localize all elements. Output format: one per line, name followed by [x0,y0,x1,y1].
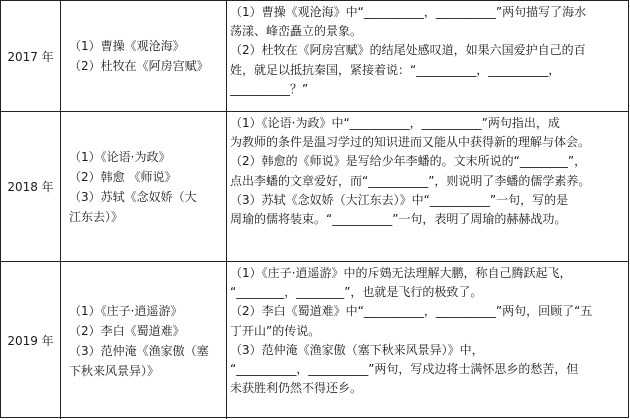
source-line: 下秋来风景异）》 [69,363,160,378]
year-label: 2019 年 [7,334,54,348]
question-line: （1）曹操《观沧海》中“__________，__________”两句描写了海水 [230,5,587,19]
question-line: （3）范仲淹《渔家傲（塞下秋来风景异）》中， [230,342,484,357]
source-line: （2）杜牧在《阿房宫赋》 [69,59,209,73]
question-line: （1）《庄子·逍遥游》中的斥鴳无法理解大鹏，称自己腾跃起飞， [230,266,572,280]
source-line: （1）《论语·为政》 [69,149,171,164]
sources-cell [61,112,227,261]
year-label: 2018 年 [7,180,54,194]
table-row-2019 [1,261,628,419]
source-line: （2）韩愈 《师说》 [69,169,177,184]
questions-cell [227,262,628,419]
question-line: 荡漾、峰峦矗立的景象。 [230,24,363,39]
question-line: 周瑜的儒将装束。“__________”一句，表明了周瑜的赫赫战功。 [230,212,567,227]
question-line: 未获胜利仍然不得还乡。 [230,381,363,396]
source-line: （3）范仲淹《渔家傲（塞 [69,343,209,358]
question-line: “________，________”，也就是飞行的极致了。 [230,285,483,300]
question-line: 姓，就足以抵抗秦国，紧接着说：“__________，__________， [230,62,561,77]
table-row-2018 [1,111,628,261]
question-line: “__________，__________”两句，写戍边将士满怀思乡的愁苦，但 [230,362,579,377]
table-row-2017 [1,1,628,111]
questions-cell [227,1,628,111]
source-line: 江东去）》 [69,209,124,224]
question-line: （2）李白《蜀道难》中“__________，__________”两句，回顾了“五 [230,304,593,319]
question-line: 丁开山”的传说。 [230,323,321,338]
question-line: 点出李蟠的文章爱好，而“__________”，则说明了李蟠的儒学素养。 [230,173,591,188]
question-line: （2）杜牧在《阿房宫赋》的结尾处感叹道，如果六国爱护自己的百 [230,43,586,58]
source-line: （2）李白《蜀道难》 [69,323,185,338]
sources-cell [61,1,227,111]
questions-cell [227,112,628,261]
year-cell [1,1,61,111]
year-cell [1,112,61,261]
source-line: （3）苏轼《念奴娇（大 [69,189,197,204]
sources-cell [61,262,227,419]
year-cell [1,262,61,419]
year-label: 2017 年 [7,49,54,64]
question-line: 为教师的条件是温习学过的知识进而又能从中获得新的理解与体会。 [230,135,591,150]
source-line: （1）曹操《观沧海》 [69,39,185,53]
source-line: （1）《庄子·逍遥游》 [69,303,183,318]
question-line: （3）苏轼《念奴娇（大江东去）》中“__________”一句，写的是 [230,192,569,207]
question-line: （1）《论语·为政》中“__________，__________”两句指出，成 [230,116,560,130]
question-line: __________？” [230,81,309,96]
question-line: （2）韩愈的《师说》是写给少年李蟠的。文末所说的“________”， [230,154,587,169]
